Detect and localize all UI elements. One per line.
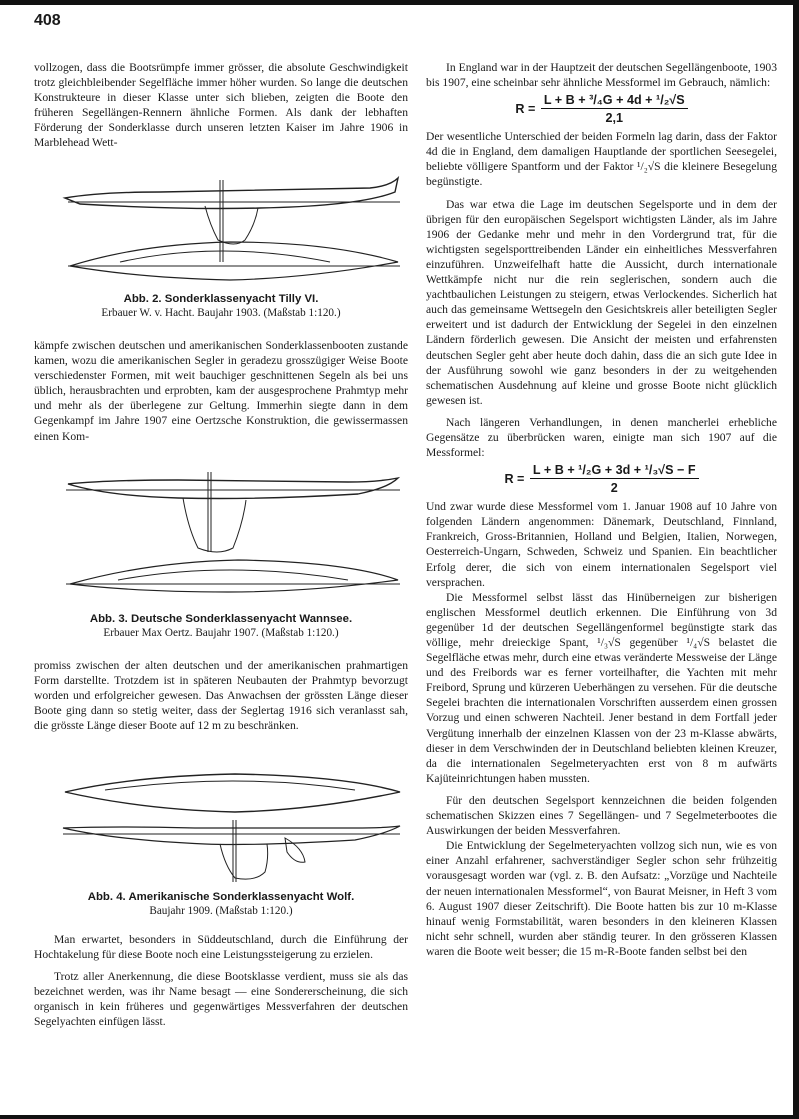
left-para-1: vollzogen, dass die Bootsrümpfe immer grösser, die absolute Geschwindigkeit trotz gleichbleibender Segelfläche immer höher wurden. So lange die deutschen Konstrukteure in dieser Klasse unter sich blieben, zeigten die Boote den früheren Segellängen-Rennern ähnliche Formen. Als dank der lebhaften Förderung der Sonderklasse durch unseren letzten Kaiser im Jahre 1906 in Marblehead Wett- — [34, 61, 408, 150]
yacht-wannsee-lines — [58, 468, 406, 598]
left-column-para2 — [34, 338, 408, 444]
formula-international-denominator: 2 — [610, 481, 618, 496]
formula-english-numerator: L + B + ³/₄G + 4d + ¹/₂√S — [541, 92, 688, 109]
formula-international-lhs: R = — [504, 472, 525, 487]
figure-4-sub: Baujahr 1909. (Maßstab 1:120.) — [149, 905, 293, 917]
figure-2-drawing — [60, 170, 405, 288]
right-para-4: Nach längeren Verhandlungen, in denen mancherlei erhebliche Gegensätze zu überbrücken waren, einigte man sich 1907 auf die Messformel: — [426, 415, 777, 460]
formula-international — [426, 462, 777, 496]
left-para-5: Trotz aller Anerkennung, die diese Bootsklasse verdient, muss sie als das bezeichnet werden, was ihr Name besagt — eine Sondererscheinung, die sich organisch in kein früheres und gegenwärtiges Messverfahren der deutschen Segelyachten einfügen lässt. — [34, 970, 408, 1029]
left-column-para3 — [34, 658, 408, 733]
left-column-para4-5 — [34, 932, 408, 1030]
figure-3-title: Abb. 3. Deutsche Sonderklassenyacht Wannsee. — [89, 613, 353, 625]
figure-3-drawing — [58, 468, 406, 598]
left-column-para1 — [34, 60, 408, 151]
formula-english-lhs: R = — [515, 102, 536, 117]
yacht-wolf-lines — [55, 768, 405, 886]
right-para-1: In England war in der Hauptzeit der deutschen Segellängenboote, 1903 bis 1907, eine scheinbar sehr ähnliche Messformel im Gebrauch, nämlich: — [426, 61, 777, 90]
figure-2-sub: Erbauer W. v. Hacht. Baujahr 1903. (Maßstab 1:120.) — [101, 307, 341, 319]
figure-4-title: Abb. 4. Amerikanische Sonderklassenyacht Wolf. — [87, 891, 355, 903]
formula-international-fraction — [530, 462, 699, 496]
left-para-2: kämpfe zwischen deutschen und amerikanischen Sonderklassenbooten zustande kamen, wozu die amerikanischen Segler in geradezu grosszügiger Weise Boote verschiedenster Formen, mit weit bauchiger geschnittenen Segeln als bei uns üblich, herausbrachten und erprobten, kam der ausgesprochene Prahmtyp mehr und mehr als der überlegene zur Geltung. Immerhin siegte dann in dem Gegenkampf im Jahre 1907 eine Oertzsche Konstruktion, die gewissermassen einen Kom- — [34, 339, 408, 443]
right-column — [426, 60, 777, 959]
page-number: 408 — [34, 12, 61, 29]
formula-international-numerator: L + B + ¹/₂G + 3d + ¹/₃√S − F — [530, 462, 699, 479]
figure-2-caption — [34, 292, 408, 320]
right-para-2: Der wesentliche Unterschied der beiden Formeln lag darin, dass der Faktor 4d die in England, dem damaligen Hauptlande der sportlichen Seesegelei, beliebte völligere Spantform und der Faktor ¹/₂√S die kleinere Besegelung begünstigte. — [426, 130, 777, 189]
left-para-4: Man erwartet, besonders in Süddeutschland, durch die Einführung der Hochtakelung für diese Boote noch eine Leistungssteigerung zu erzielen. — [34, 933, 408, 962]
right-para-6: Die Messformel selbst lässt das Hinüberneigen zur bisherigen englischen Messformel deutlich erkennen. Die Einführung von 3d gegenüber 1d der deutschen Segellängenformel begünstigte stark das völlige, mehr dreieckige Spant, ¹/₃√S gegenüber ¹/₄√S belastet die Segelfläche etwas mehr, durch eine etwas veränderte Messweise der Länge und des Freibords war es ferner vorteilhafter, die Yachten mit mehr Freibord, Sprung und kürzeren Ueberhängen zu versehen. Für die deutsche Segelei brachten die internationalen Vorschriften ausserdem einen grossen Vorzug und einen schweren Nachteil. Jener bestand in dem Fortfall jeder Vergütung innerhalb der einzelnen Klassen von der 23 m-Klasse abwärts, dieser in dem Verschwinden der in Deutschland beliebten kleinen Kreuzer, da die internationalen Segelmeteryachten erst von 8 m aufwärts Kajüteinrichtungen haben mussten. — [426, 590, 777, 785]
figure-3-sub: Erbauer Max Oertz. Baujahr 1907. (Maßstab 1:120.) — [103, 627, 339, 639]
formula-english — [426, 92, 777, 126]
left-para-3: promiss zwischen der alten deutschen und der amerikanischen prahmartigen Form darstellte. Trotzdem ist in späteren Neubauten der Prahmtyp bevorzugt worden und erfolgreicher gewesen. Das Anwachsen der grössten Länge dieser Boote ging dann so stetig weiter, dass der Seglertag 1916 sich veranlasst sah, die grösste Länge dieser Boote auf 12 m zu beschränken. — [34, 659, 408, 733]
right-para-3: Das war etwa die Lage im deutschen Segelsporte und in dem der übrigen für den europäischen Segelsport wichtigsten Länder, als im Jahre 1906 der Gedanke mehr und mehr in den Vordergrund trat, für die wichtigsten segelsporttreibenden Länder ein einheitliches Messverfahren einzuführen. Unzweifelhaft hatte die Aussicht, durch internationale Wettkämpfe nicht nur die rein seglerischen, sondern auch die yachtbaulichen Leistungen zu steigern, etwas Verlockendes. Sicherlich hat auch das gemeinsame Wettsegeln den Gesichtskreis aller beteiligten Segler erweitert und ist dadurch der Entwicklung der Segelei in den einzelnen Ländern förderlich gewesen. Die Ansicht der meisten und erfahrensten deutschen Segler geht aber heute doch dahin, dass die an sich gute Idee in der Ausführung sowohl wie ganz besonders in der zu weitgehenden schematischen Ausdehnung auf kleine und grosse Boote nicht glücklich gewesen ist. — [426, 197, 777, 407]
right-para-5: Und zwar wurde diese Messformel vom 1. Januar 1908 auf 10 Jahre von folgenden Ländern angenommen: Dänemark, Deutschland, Finnland, Frankreich, Gross-Britannien, Holland und Belgien, Italien, Norwegen, Oesterreich-Ungarn, Schweden, Schweiz und Spanien. Ein beachtlicher Erfolg derer, die sich von einem internationalen Segelsport viel versprachen. — [426, 500, 777, 589]
figure-4-drawing — [55, 768, 405, 886]
page-frame-bottom — [0, 1115, 799, 1119]
formula-english-denominator: 2,1 — [605, 111, 623, 126]
page-frame-right — [793, 0, 799, 1119]
figure-3-caption — [34, 612, 408, 640]
figure-4-caption — [34, 890, 408, 918]
right-para-7: Für den deutschen Segelsport kennzeichnen die beiden folgenden schematischen Skizzen eines 7 Segellängen- und 7 Segelmeterbootes die Auswirkungen der beiden Messverfahren. — [426, 793, 777, 838]
page-frame-top — [0, 0, 799, 5]
right-para-8: Die Entwicklung der Segelmeteryachten vollzog sich nun, wie es von einer Anzahl erfahrener, sachverständiger Segler schon sehr frühzeitig vorausgesagt worden war (vgl. z. B. den Aufsatz: „Vorzüge und Nachteile der neuen internationalen Messformel“, von Baurat Meisner, in Heft 3 vom 6. August 1907 dieser Zeitschrift). Die Boote hatten bis zur 10 m-Klasse hinauf wenig Formstabilität, waren besonders in den kleineren Klassen nicht sehr schnell, wurden aber ständig teurer. In den grösseren Klassen waren die Boote weit besser; die 15 m-R-Boote fanden selbst bei den — [426, 839, 777, 958]
yacht-tilly-vi-lines — [60, 170, 405, 288]
formula-english-fraction — [541, 92, 688, 126]
figure-2-title: Abb. 2. Sonderklassenyacht Tilly VI. — [123, 293, 319, 305]
